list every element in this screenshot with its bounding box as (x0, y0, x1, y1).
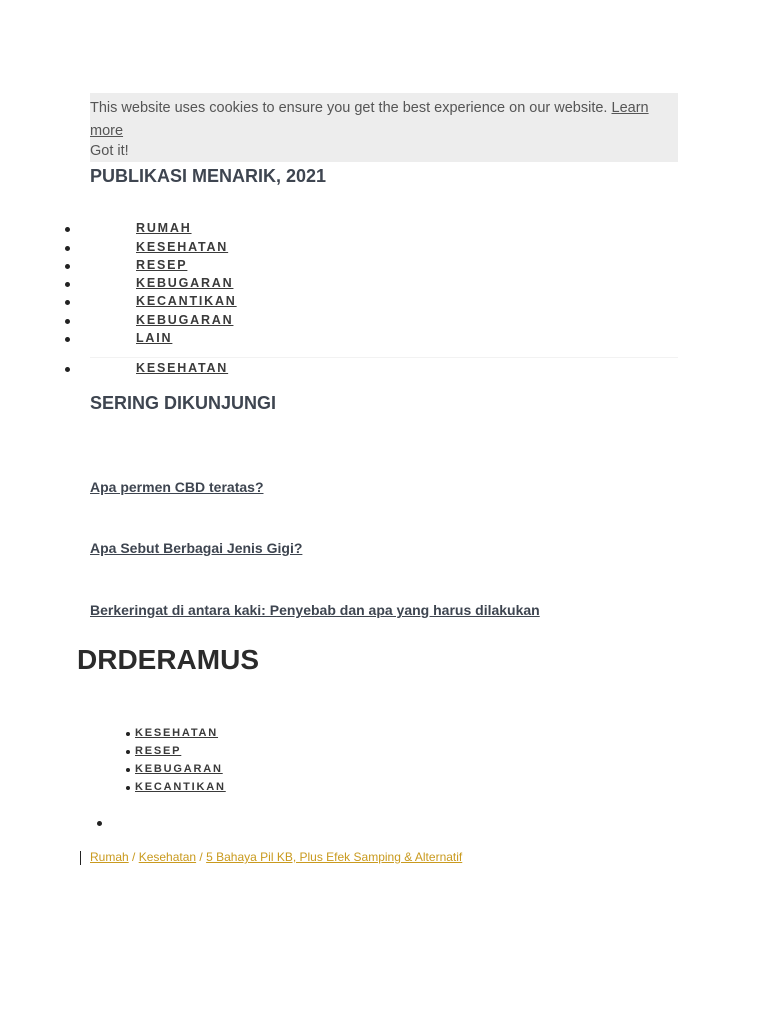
breadcrumb (90, 850, 462, 864)
nav-link-resep[interactable]: RESEP (136, 258, 188, 272)
breadcrumb-separator: / (128, 850, 139, 864)
nav-link-kebugaran-2[interactable]: KEBUGARAN (136, 313, 234, 327)
article-link-gigi[interactable]: Apa Sebut Berbagai Jenis Gigi? (90, 540, 303, 556)
breadcrumb-separator: / (196, 850, 207, 864)
bullet (65, 246, 70, 251)
article-link-cbd[interactable]: Apa permen CBD teratas? (90, 479, 264, 495)
bullet (65, 264, 70, 269)
bullet (126, 768, 130, 772)
nav-item-kecantikan (0, 294, 400, 312)
bullet (65, 282, 70, 287)
nav-link-rumah[interactable]: RUMAH (136, 221, 192, 235)
cookie-banner (90, 93, 678, 162)
breadcrumb-separator-bar (80, 851, 81, 865)
nav-item-resep (0, 258, 400, 276)
learn-more-link[interactable]: Learn more (90, 100, 649, 139)
nav-item-kesehatan (0, 240, 400, 258)
article-link-berkeringat[interactable]: Berkeringat di antara kaki: Penyebab dan apa yang harus dilakukan (90, 602, 540, 618)
menu-link-resep[interactable]: RESEP (135, 745, 182, 757)
bullet (65, 300, 70, 305)
cookie-message-text: This website uses cookies to ensure you get the best experience on our website. (90, 100, 608, 116)
nav-item-kebugaran (0, 276, 400, 294)
nav-link-kesehatan-extra[interactable]: KESEHATAN (136, 361, 229, 375)
bullet (65, 227, 70, 232)
nav-link-kecantikan[interactable]: KECANTIKAN (136, 294, 237, 308)
bullet (126, 750, 130, 754)
nav-item-rumah (0, 221, 400, 239)
bullet (65, 367, 70, 372)
nav-link-kebugaran[interactable]: KEBUGARAN (136, 276, 234, 290)
bullet (65, 319, 70, 324)
nav-link-kesehatan[interactable]: KESEHATAN (136, 240, 229, 254)
bullet (65, 337, 70, 342)
publications-title: PUBLIKASI MENARIK, 2021 (90, 166, 327, 186)
menu-link-kecantikan[interactable]: KECANTIKAN (135, 781, 226, 793)
breadcrumb-current[interactable]: 5 Bahaya Pil KB, Plus Efek Samping & Alternatif (206, 850, 463, 864)
menu-link-kebugaran[interactable]: KEBUGARAN (135, 763, 223, 775)
nav-item-kesehatan-extra (0, 361, 400, 379)
nav-item-kebugaran-2 (0, 313, 400, 331)
empty-list-bullet (97, 821, 102, 826)
nav-item-lain (0, 331, 400, 349)
site-brand[interactable]: DRDERAMUS (77, 644, 259, 675)
breadcrumb-home[interactable]: Rumah (90, 850, 129, 864)
breadcrumb-category[interactable]: Kesehatan (138, 850, 197, 864)
menu-link-kesehatan[interactable]: KESEHATAN (135, 727, 219, 739)
popular-title: SERING DIKUNJUNGI (90, 393, 277, 413)
cookie-accept-button[interactable]: Got it! (90, 143, 129, 159)
nav-link-lain[interactable]: LAIN (136, 331, 173, 345)
divider (90, 357, 678, 358)
bullet (126, 786, 130, 790)
bullet (126, 732, 130, 736)
cookie-message (90, 97, 678, 143)
